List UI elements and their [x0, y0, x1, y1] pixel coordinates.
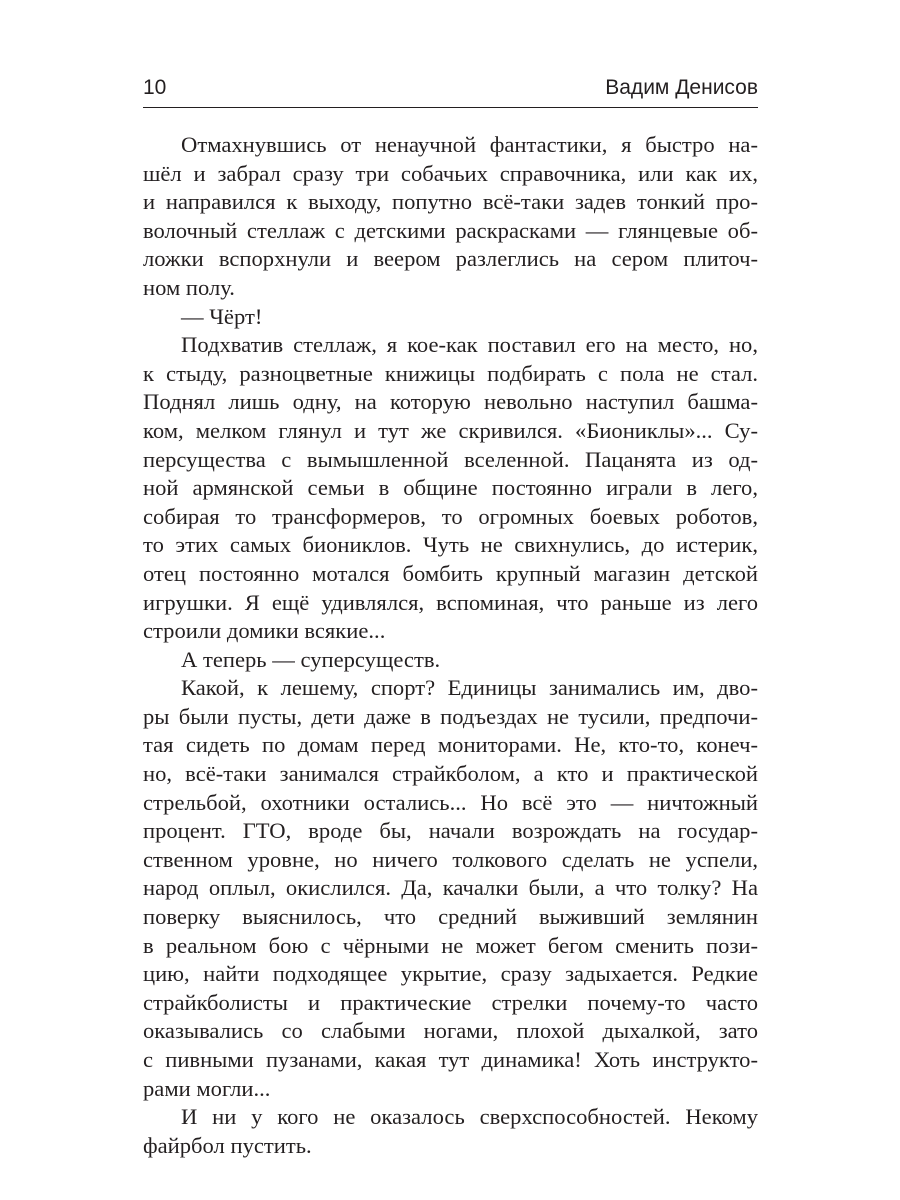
text-line: ры были пусты, дети даже в подъездах не тусили, предпочи-: [143, 703, 758, 729]
paragraph: [143, 646, 758, 675]
text-line: но, всё-таки занимался страйкболом, а кто и практической: [143, 761, 758, 787]
text-line: игрушки. Я ещё удивлялся, вспоминая, что раньше из лего: [143, 589, 758, 615]
text-line: шёл и забрал сразу три собачьих справочника, или как их,: [143, 160, 758, 186]
header-rule: [143, 107, 758, 108]
text-line: И ни у кого не оказалось сверхспособностей. Некому: [181, 1104, 758, 1130]
text-line: в реальном бою с чёрными не может бегом сменить пози-: [143, 932, 758, 958]
text-line: поверку выяснилось, что средний выживший землянин: [143, 904, 758, 930]
text-line: собирая то трансформеров, то огромных боевых роботов,: [143, 503, 758, 529]
page-number: 10: [143, 76, 167, 99]
text-line: народ оплыл, окислился. Да, качалки были, а что толку? На: [143, 875, 758, 901]
paragraph: [143, 674, 758, 1103]
text-line: отец постоянно мотался бомбить крупный магазин детской: [143, 560, 758, 586]
text-line: стрельбой, охотники остались... Но всё это — ничтожный: [143, 789, 758, 815]
text-line: А теперь — суперсуществ.: [181, 646, 441, 672]
text-line: страйкболисты и практические стрелки почему-то часто: [143, 989, 758, 1015]
text-line: волочный стеллаж с детскими раскрасками — глянцевые об-: [143, 217, 758, 243]
body-text: [143, 131, 758, 1160]
text-line: — Чёрт!: [181, 303, 263, 329]
text-line: Какой, к лешему, спорт? Единицы занимались им, дво-: [181, 675, 758, 701]
text-line: то этих самых биониклов. Чуть не свихнулись, до истерик,: [143, 532, 758, 558]
text-line: оказывались со слабыми ногами, плохой дыхалкой, зато: [143, 1018, 758, 1044]
text-line: Подхватив стеллаж, я кое-как поставил его на место, но,: [181, 332, 758, 358]
paragraph: [143, 331, 758, 646]
text-line: файрбол пустить.: [143, 1132, 312, 1158]
text-line: и направился к выходу, попутно всё-таки задев тонкий про-: [143, 189, 758, 215]
text-line: ной армянской семьи в общине постоянно играли в лего,: [143, 475, 758, 501]
text-line: персущества с вымышленной вселенной. Пацанята из од-: [143, 446, 758, 472]
text-line: процент. ГТО, вроде бы, начали возрождать на государ-: [143, 818, 758, 844]
paragraph: [143, 303, 758, 332]
text-line: с пивными пузанами, какая тут динамика! Хоть инструкто-: [143, 1047, 758, 1072]
text-line: рами могли...: [143, 1075, 271, 1101]
paragraph: [143, 131, 758, 303]
text-line: Поднял лишь одну, на которую невольно наступил башма-: [143, 389, 758, 415]
paragraph: [143, 1103, 758, 1160]
running-head: [143, 74, 758, 104]
text-line: строили домики всякие...: [143, 618, 386, 644]
book-author: Вадим Денисов: [605, 76, 758, 99]
text-line: ложки вспорхнули и веером разлеглись на сером плиточ-: [143, 246, 758, 272]
text-line: цию, найти подходящее укрытие, сразу задыхается. Редкие: [143, 961, 758, 987]
text-line: ном полу.: [143, 274, 235, 300]
text-line: к стыду, разноцветные книжицы подбирать с пола не стал.: [143, 360, 758, 386]
text-line: ственном уровне, но ничего толкового сделать не успели,: [143, 846, 758, 872]
text-line: Отмахнувшись от ненаучной фантастики, я быстро на-: [181, 132, 758, 157]
text-line: ком, мелком глянул и тут же скривился. «Биониклы»... Су-: [143, 417, 758, 443]
text-line: тая сидеть по домам перед мониторами. Не, кто-то, конеч-: [143, 732, 758, 758]
